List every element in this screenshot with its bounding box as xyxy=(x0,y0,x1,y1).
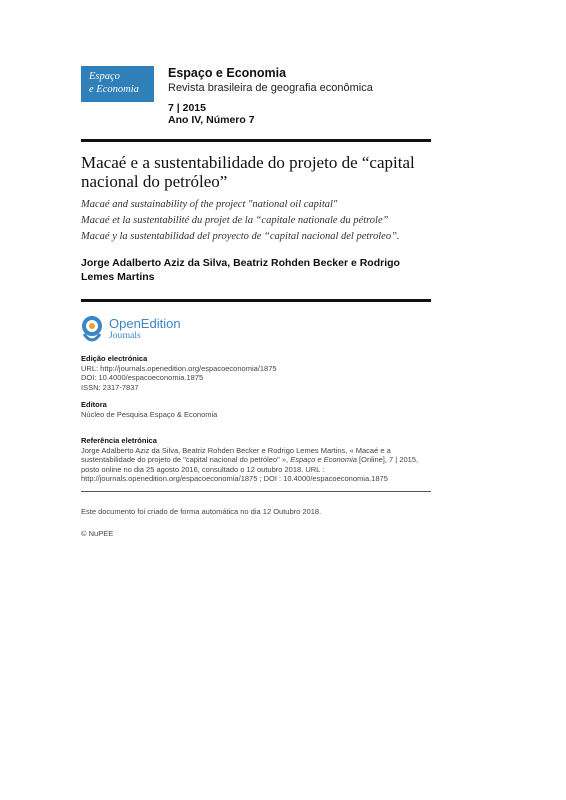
reference-text: Jorge Adalberto Aziz da Silva, Beatriz Rohden Becker e Rodrigo Lemes Martins, « Macaé e a sustentabilidade do projeto de "capital nacional do petróleo" », Espaço e Economia [Online], 7 | 2015, posto online no dia 25 agosto 2016, consultado o 12 outubro 2018. URL : http://journals.openedition.org/espacoeconomia/1875 ; DOI : 10.4000/espacoeconomia.1875 xyxy=(81,445,419,483)
reference-journal: Espaço e Economia xyxy=(290,455,357,464)
volume-number: Ano IV, Número 7 xyxy=(168,114,255,126)
openedition-brand[interactable]: OpenEdition xyxy=(109,316,181,331)
middle-divider xyxy=(81,299,431,302)
openedition-icon xyxy=(81,316,107,344)
issue-number: 7 | 2015 xyxy=(168,102,206,114)
alt-title-es: Macaé y la sustentabilidad del proyecto de “capital nacional del petroleo”. xyxy=(81,231,400,242)
electronic-edition-doi[interactable]: DOI: 10.4000/espacoeconomia.1875 xyxy=(81,373,204,382)
publisher-block xyxy=(81,400,431,419)
reference-label: Referência eletrónica xyxy=(81,436,157,445)
alt-title-fr: Macaé et la sustentabilité du projet de la “capitale nationale du pétrole” xyxy=(81,215,389,226)
electronic-edition-label: Edição electrónica xyxy=(81,354,148,363)
journal-logo xyxy=(81,66,154,102)
electronic-edition-issn: ISSN: 2317-7837 xyxy=(81,382,139,392)
publisher-label: Editora xyxy=(81,400,107,409)
openedition-journals: Journals xyxy=(109,331,141,341)
publisher-name: Núcleo de Pesquisa Espaço & Economia xyxy=(81,409,218,419)
logo-line-1: Espaço xyxy=(89,71,120,82)
alternate-titles xyxy=(81,197,441,245)
alt-title-en: Macaé and sustainability of the project "national oil capital" xyxy=(81,199,338,210)
logo-line-2: e Economia xyxy=(89,84,139,95)
electronic-edition-url[interactable]: URL: http://journals.openedition.org/espacoeconomia/1875 xyxy=(81,363,277,373)
electronic-edition-block xyxy=(81,354,431,392)
article-authors: Jorge Adalberto Aziz da Silva, Beatriz Rohden Becker e Rodrigo Lemes Martins xyxy=(81,257,400,283)
top-divider xyxy=(81,139,431,142)
reference-block xyxy=(81,436,431,484)
copyright-note: © NuPEE xyxy=(81,529,114,538)
article-title: Macaé e a sustentabilidade do projeto de “capital nacional do petróleo” xyxy=(81,153,415,191)
issue-info xyxy=(168,102,255,126)
journal-title: Espaço e Economia xyxy=(168,66,287,80)
journal-subtitle: Revista brasileira de geografia econômica xyxy=(168,82,373,94)
generation-note: Este documento foi criado de forma automática no dia 12 Outubro 2018. xyxy=(81,507,322,516)
bottom-divider xyxy=(81,491,431,492)
